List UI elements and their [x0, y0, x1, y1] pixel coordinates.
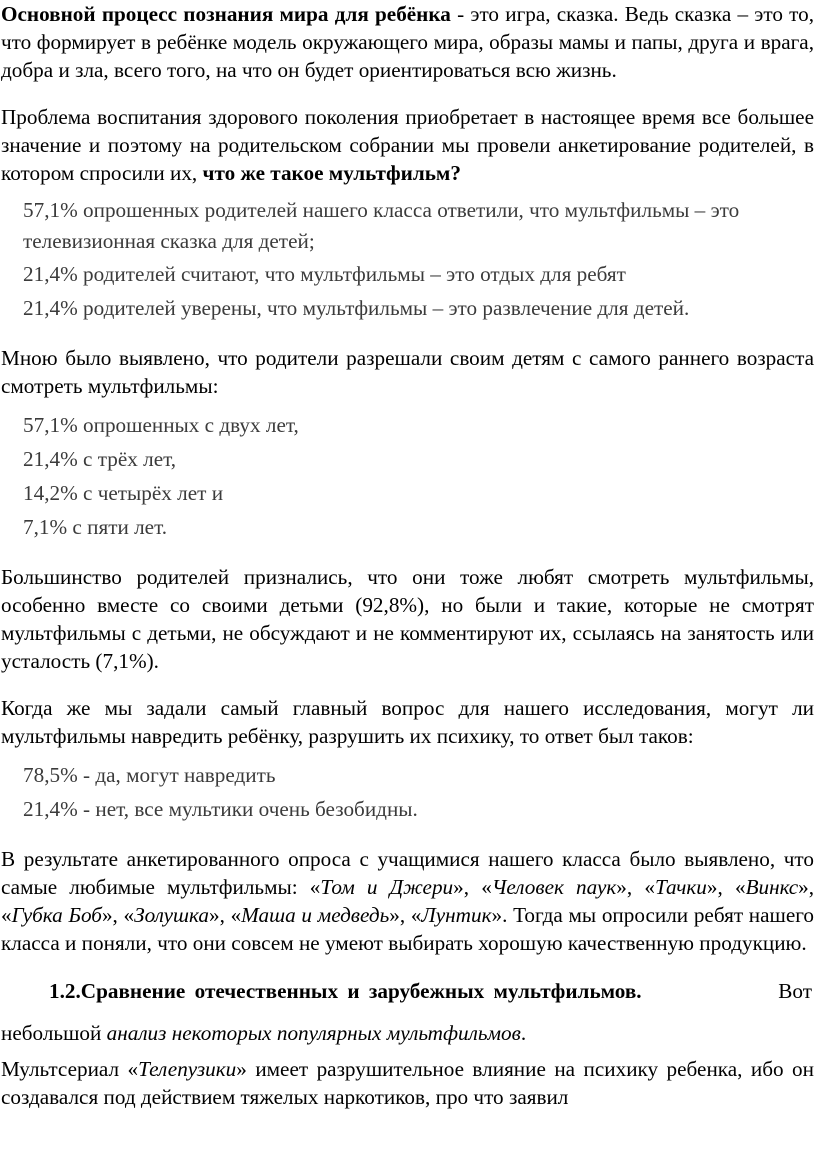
- list-item: 57,1% опрошенных родителей нашего класса ответили, что мультфильмы – это телевизионная сказка для детей;: [23, 198, 740, 253]
- favorites-text: », «: [453, 875, 492, 899]
- list-item: 21,4% с трёх лет,: [23, 447, 177, 471]
- list-item: 57,1% опрошенных с двух лет,: [23, 413, 299, 437]
- cartoon-title: Тачки: [654, 875, 707, 899]
- section-intro-text: небольшой: [1, 1021, 107, 1045]
- list-item: 7,1% с пяти лет.: [23, 515, 168, 539]
- section-intro-italic: анализ некоторых популярных мультфильмов: [106, 1021, 521, 1045]
- list-item: 14,2% с четырёх лет и: [23, 481, 224, 505]
- intro-text: - это игра, сказка. Ведь сказка – это то, что формирует в ребёнке модель окружающего мира, образы мамы и папы, друга и врага, добра и зла, всего того, на что он будет ориентироваться всю жизнь.: [1, 2, 814, 82]
- cartoon-title: Маша и медведь: [241, 903, 390, 927]
- cartoon-title: Человек паук: [491, 875, 617, 899]
- list-item: 78,5% - да, могут навредить: [23, 763, 276, 787]
- paragraph-intro: [1, 0, 814, 84]
- favorites-text: », «: [616, 875, 655, 899]
- section-heading-line: [1, 977, 814, 1005]
- section-intro-end: .: [520, 1021, 527, 1045]
- paragraph-parents: Большинство родителей признались, что они тоже любят смотреть мультфильмы, особенно вместе со своими детьми (92,8%), но были и такие, которые не смотрят мультфильмы с детьми, не обсуждают и не комментируют их, ссылаясь на занятость или усталость (7,1%).: [1, 565, 814, 673]
- section-heading-tail: Вот: [778, 979, 812, 1003]
- problem-text: Проблема воспитания здорового поколения приобретает в настоящее время все большее значение и поэтому на родительском собрании мы провели анкетирование родителей, в котором спросили их,: [1, 105, 814, 185]
- paragraph-age: Мною было выявлено, что родители разрешали своим детям с самого раннего возраста смотреть мультфильмы:: [1, 346, 814, 398]
- cartoon-title: Винкс: [745, 875, 799, 899]
- paragraph-teletubbies: [1, 1055, 814, 1111]
- survey-list-harm: [1, 758, 814, 826]
- list-item: 21,4% родителей считают, что мультфильмы – это отдых для ребят: [23, 262, 626, 286]
- favorites-text: ». Тогда мы опросили ребят нашего класса и поняли, что они совсем не умеют выбирать хорошую качественную продукцию.: [1, 903, 814, 955]
- favorites-text: В результате анкетированного опроса с учащимися нашего класса было выявлено, что самые любимые мультфильмы: «: [1, 847, 814, 899]
- favorites-text: », «: [389, 903, 422, 927]
- favorites-text: », «: [1, 875, 815, 927]
- cartoon-title: Телепузики: [138, 1057, 237, 1081]
- list-item: 21,4% - нет, все мультики очень безобидны.: [23, 797, 418, 821]
- paragraph-favorites: [1, 845, 814, 957]
- intro-bold: Основной процесс познания мира для ребёнка: [1, 2, 451, 26]
- favorites-text: », «: [706, 875, 746, 899]
- cartoon-title: Губка Боб: [11, 903, 102, 927]
- problem-question: что же такое мультфильм?: [202, 161, 461, 185]
- survey-list-age: [1, 408, 814, 544]
- section-heading: 1.2.Сравнение отечественных и зарубежных мультфильмов.: [49, 979, 642, 1003]
- survey-list-definition: [1, 195, 814, 325]
- section-intro: [1, 1019, 814, 1047]
- paragraph-question: Когда же мы задали самый главный вопрос для нашего исследования, могут ли мультфильмы навредить ребёнку, разрушить их психику, то ответ был таков:: [1, 696, 814, 748]
- paragraph-problem: [1, 103, 814, 187]
- cartoon-title: Золушка: [134, 903, 209, 927]
- cartoon-title: Лунтик: [421, 903, 492, 927]
- cartoon-title: Том и Джери: [320, 875, 454, 899]
- favorites-text: », «: [209, 903, 242, 927]
- list-item: 21,4% родителей уверены, что мультфильмы – это развлечение для детей.: [23, 296, 690, 320]
- favorites-text: », «: [101, 903, 135, 927]
- teletubbies-text: Мультсериал «: [1, 1057, 139, 1081]
- teletubbies-text: » имеет разрушительное влияние на психику ребенка, ибо он создавался под действием тяжелых наркотиков, про что заявил: [1, 1057, 814, 1109]
